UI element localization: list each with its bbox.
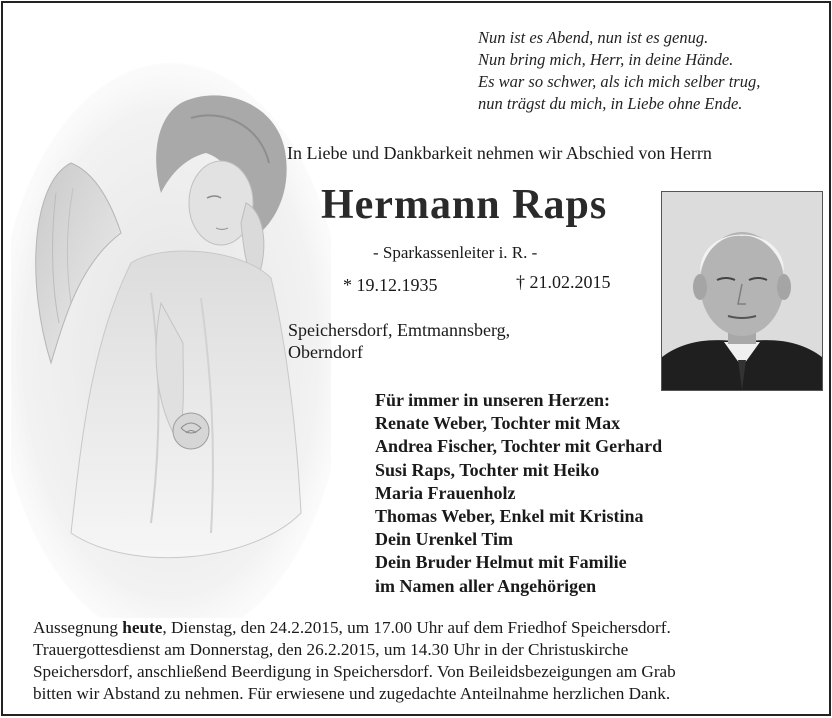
mourner-line: Susi Raps, Tochter mit Heiko: [375, 459, 600, 480]
poem-line: Nun ist es Abend, nun ist es genug.: [478, 28, 709, 47]
service-line: Trauergottesdienst am Donnerstag, den 26.2.2015, um 14.30 Uhr in der Christuskirche: [33, 640, 629, 659]
mourner-line: Renate Weber, Tochter mit Max: [375, 413, 621, 434]
occupation: - Sparkassenleiter i. R. -: [373, 243, 538, 262]
intro-text: In Liebe und Dankbarkeit nehmen wir Abschied von Herrn: [287, 143, 712, 163]
service-line-prefix: Aussegnung: [33, 618, 123, 637]
places: [288, 319, 510, 363]
poem-line: Nun bring mich, Herr, in deine Hände.: [478, 50, 734, 69]
mourner-line: Dein Bruder Helmut mit Familie: [375, 552, 627, 573]
places-line: Oberndorf: [288, 342, 363, 362]
mourner-line: Thomas Weber, Enkel mit Kristina: [375, 506, 644, 527]
mourner-line: Für immer in unseren Herzen:: [375, 390, 610, 410]
portrait-photo: [661, 191, 823, 391]
service-line-rest: , Dienstag, den 24.2.2015, um 17.00 Uhr auf dem Friedhof Speichersdorf.: [162, 618, 671, 637]
service-line: bitten wir Abstand zu nehmen. Für erwiesene und zugedachte Anteilnahme herzlichen Dank.: [33, 684, 671, 703]
obituary-notice: [1, 1, 831, 716]
poem: [478, 27, 818, 115]
portrait-icon: [662, 192, 822, 390]
mourner-line: Dein Urenkel Tim: [375, 529, 514, 550]
service-line: Speichersdorf, anschließend Beerdigung in Speichersdorf. Von Beileidsbezeigungen am Grab: [33, 662, 676, 681]
deceased-name: Hermann Raps: [321, 182, 608, 228]
mourner-line: Maria Frauenholz: [375, 482, 516, 503]
places-line: Speichersdorf, Emtmannsberg,: [288, 320, 511, 340]
death-date: † 21.02.2015: [516, 272, 611, 292]
mourners-list: [375, 389, 662, 598]
service-line-bold: heute: [122, 618, 163, 637]
birth-date: * 19.12.1935: [343, 275, 438, 295]
service-details: [33, 617, 813, 705]
poem-line: nun trägst du mich, in Liebe ohne Ende.: [478, 94, 743, 113]
poem-line: Es war so schwer, als ich mich selber trug,: [478, 72, 761, 91]
angel-illustration: [11, 63, 331, 618]
mourner-line: im Namen aller Angehörigen: [375, 575, 597, 596]
service-line: [33, 617, 813, 639]
mourner-line: Andrea Fischer, Tochter mit Gerhard: [375, 436, 663, 457]
